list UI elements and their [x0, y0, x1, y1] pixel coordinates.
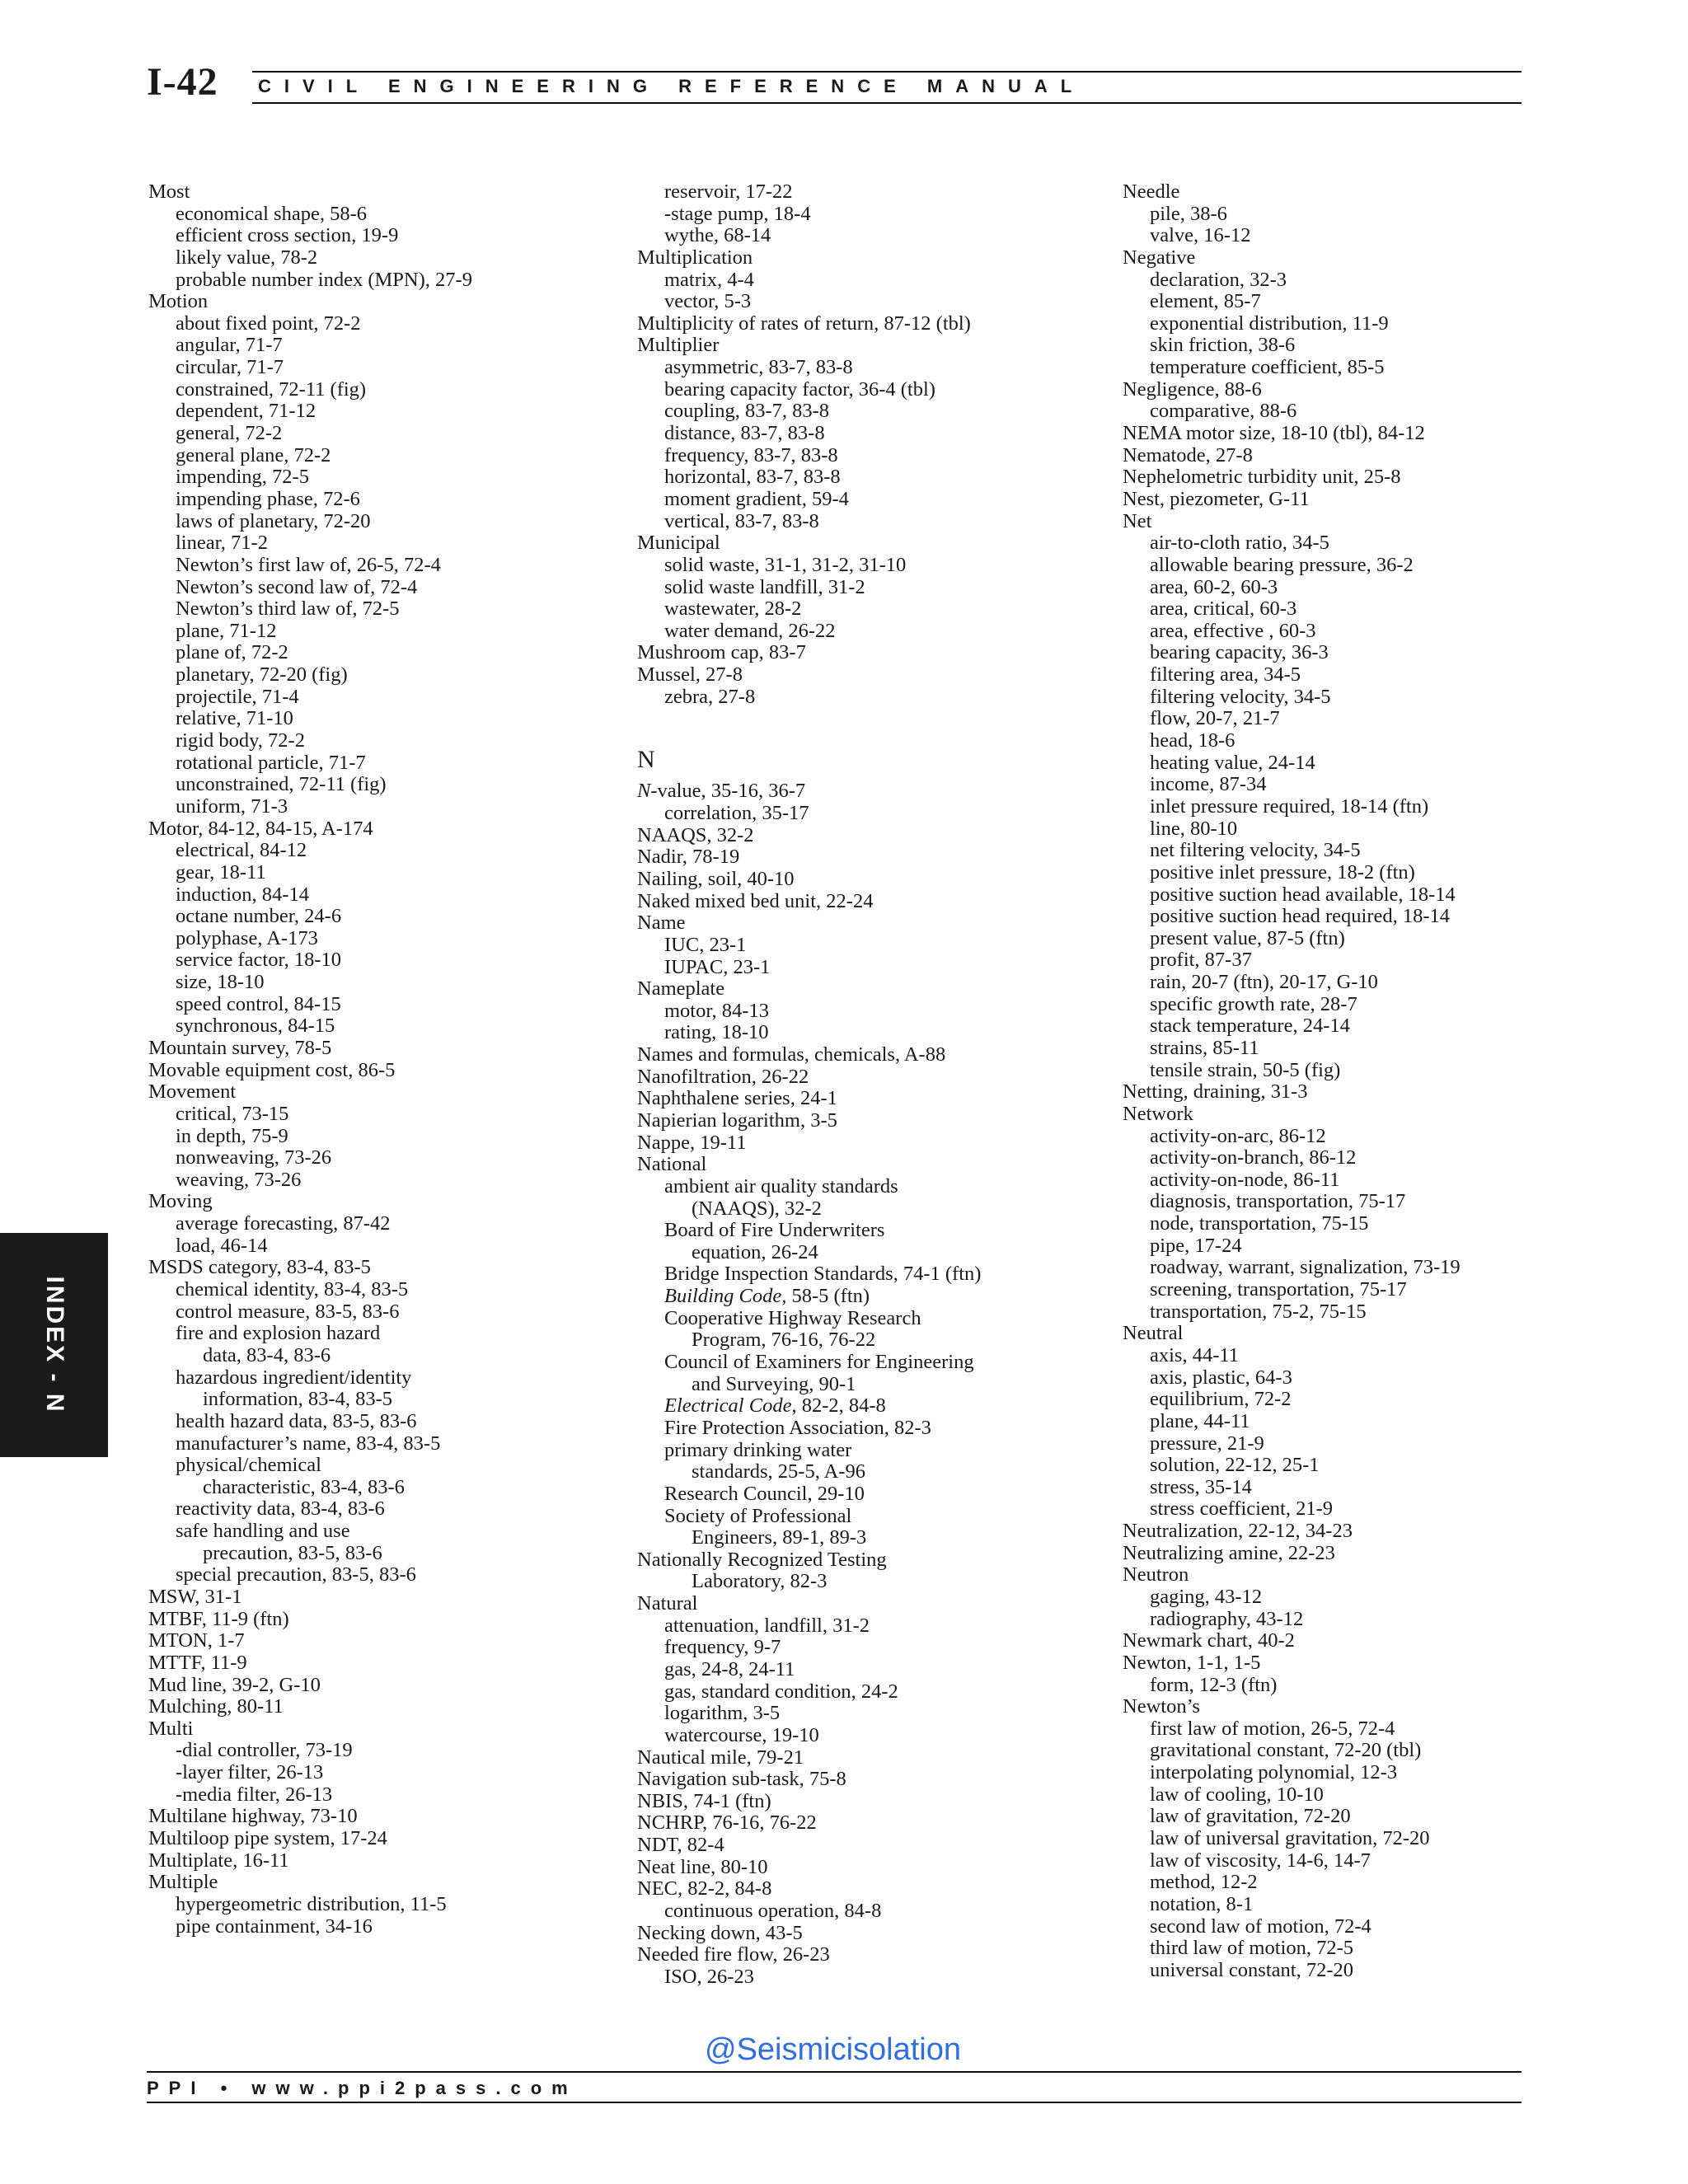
index-subentry: special precaution, 83-5, 83-6	[176, 1563, 416, 1586]
index-subentry: third law of motion, 72-5	[1150, 1937, 1354, 1960]
index-subentry: filtering area, 34-5	[1150, 663, 1301, 687]
index-subentry: law of gravitation, 72-20	[1150, 1805, 1351, 1828]
index-subentry: solid waste landfill, 31-2	[664, 575, 865, 598]
index-subentry: inlet pressure required, 18-14 (ftn)	[1150, 794, 1429, 818]
index-subentry: second law of motion, 72-4	[1150, 1915, 1372, 1938]
index-subentry: information, 83-4, 83-5	[203, 1388, 392, 1411]
index-subentry: -layer filter, 26-13	[176, 1761, 324, 1784]
index-subentry: coupling, 83-7, 83-8	[664, 400, 830, 423]
index-entry: MSDS category, 83-4, 83-5	[148, 1256, 371, 1279]
index-subentry: rigid body, 72-2	[176, 729, 305, 752]
index-subentry: Council of Examiners for Engineering	[664, 1351, 974, 1374]
index-subentry: axis, 44-11	[1150, 1343, 1239, 1366]
index-subentry: rotational particle, 71-7	[176, 751, 366, 774]
index-entry: Nephelometric turbidity unit, 25-8	[1123, 466, 1401, 489]
index-entry: Neutron	[1123, 1563, 1189, 1586]
index-subentry: stress, 35-14	[1150, 1475, 1252, 1498]
index-subentry: planetary, 72-20 (fig)	[176, 663, 348, 687]
index-subentry: valve, 16-12	[1150, 224, 1251, 247]
index-entry: Negative	[1123, 246, 1196, 269]
running-title: CIVIL ENGINEERING REFERENCE MANUAL	[258, 76, 1085, 96]
index-entry: Mountain survey, 78-5	[148, 1036, 332, 1059]
index-entry: Nanofiltration, 26-22	[637, 1065, 809, 1088]
index-subentry: general, 72-2	[176, 422, 283, 445]
index-subentry: service factor, 18-10	[176, 949, 342, 972]
index-subentry: constrained, 72-11 (fig)	[176, 377, 367, 401]
index-entry: Mud line, 39-2, G-10	[148, 1673, 321, 1696]
index-subentry: law of cooling, 10-10	[1150, 1783, 1324, 1806]
index-subentry: moment gradient, 59-4	[664, 487, 849, 510]
index-entry: Newton’s	[1123, 1695, 1200, 1718]
index-subentry: area, effective , 60-3	[1150, 619, 1316, 642]
index-entry: Motor, 84-12, 84-15, A-174	[148, 817, 373, 840]
index-entry: Mussel, 27-8	[637, 663, 743, 687]
index-subentry: tensile strain, 50-5 (fig)	[1150, 1058, 1341, 1081]
index-subentry: unconstrained, 72-11 (fig)	[176, 773, 387, 796]
index-subentry: activity-on-branch, 86-12	[1150, 1146, 1357, 1169]
index-subentry: distance, 83-7, 83-8	[664, 422, 825, 445]
index-subentry: (NAAQS), 32-2	[692, 1197, 822, 1220]
index-subentry: profit, 87-37	[1150, 949, 1252, 972]
index-subentry: induction, 84-14	[176, 883, 309, 906]
index-subentry: Cooperative Highway Research	[664, 1306, 921, 1329]
section-letter-heading: N	[637, 746, 655, 774]
index-subentry: Board of Fire Underwriters	[664, 1219, 885, 1242]
index-subentry: solid waste, 31-1, 31-2, 31-10	[664, 553, 907, 576]
index-subentry: frequency, 9-7	[664, 1636, 781, 1659]
index-subentry: size, 18-10	[176, 971, 265, 994]
index-subentry: comparative, 88-6	[1150, 400, 1297, 423]
index-subentry: plane, 71-12	[176, 619, 277, 642]
index-subentry: polyphase, A-173	[176, 926, 318, 949]
index-subentry: Bridge Inspection Standards, 74-1 (ftn)	[664, 1263, 982, 1286]
index-subentry: hypergeometric distribution, 11-5	[176, 1892, 447, 1915]
index-entry: Neat line, 80-10	[637, 1855, 768, 1878]
index-subentry: universal constant, 72-20	[1150, 1958, 1353, 1981]
index-subentry: control measure, 83-5, 83-6	[176, 1300, 400, 1323]
watermark: @Seismicisolation	[705, 2032, 962, 2067]
index-subentry: present value, 87-5 (ftn)	[1150, 926, 1345, 949]
index-subentry: speed control, 84-15	[176, 992, 341, 1015]
index-subentry: activity-on-node, 86-11	[1150, 1168, 1340, 1191]
index-entry: Multiple	[148, 1871, 218, 1894]
index-subentry: circular, 71-7	[176, 356, 284, 379]
index-subentry: dependent, 71-12	[176, 400, 316, 423]
index-subentry: reservoir, 17-22	[664, 180, 793, 203]
index-subentry: roadway, warrant, signalization, 73-19	[1150, 1256, 1461, 1279]
index-subentry: plane of, 72-2	[176, 641, 288, 664]
index-subentry: interpolating polynomial, 12-3	[1150, 1761, 1398, 1784]
index-subentry: impending phase, 72-6	[176, 487, 360, 510]
index-subentry: pressure, 21-9	[1150, 1432, 1264, 1455]
index-subentry: solution, 22-12, 25-1	[1150, 1454, 1320, 1477]
index-entry: Negligence, 88-6	[1123, 377, 1262, 401]
index-subentry: fire and explosion hazard	[176, 1322, 381, 1345]
index-subentry: vector, 5-3	[664, 290, 752, 313]
index-subentry: watercourse, 19-10	[664, 1723, 819, 1746]
index-subentry: stress coefficient, 21-9	[1150, 1497, 1334, 1521]
index-subentry: income, 87-34	[1150, 773, 1267, 796]
index-subentry: filtering velocity, 34-5	[1150, 685, 1331, 708]
index-subentry: nonweaving, 73-26	[176, 1146, 332, 1169]
index-subentry: average forecasting, 87-42	[176, 1212, 391, 1235]
index-entry: NAAQS, 32-2	[637, 823, 754, 846]
index-subentry: equation, 26-24	[692, 1240, 818, 1263]
header-rule-top	[252, 71, 1522, 73]
index-subentry: diagnosis, transportation, 75-17	[1150, 1190, 1406, 1213]
index-entry: Needle	[1123, 180, 1180, 203]
index-entry: NEC, 82-2, 84-8	[637, 1877, 772, 1900]
index-entry: Most	[148, 180, 190, 203]
index-subentry: attenuation, landfill, 31-2	[664, 1614, 870, 1637]
section-side-tab[interactable]	[0, 1233, 108, 1457]
index-subentry: Electrical Code, 82-2, 84-8	[664, 1394, 886, 1418]
index-entry: Movable equipment cost, 86-5	[148, 1058, 396, 1081]
index-subentry: -media filter, 26-13	[176, 1783, 333, 1806]
index-subentry: zebra, 27-8	[664, 685, 756, 708]
index-entry: Nadir, 78-19	[637, 846, 740, 869]
side-tab-label: INDEX - N	[40, 1276, 68, 1414]
index-subentry: ambient air quality standards	[664, 1174, 898, 1197]
index-entry: Motion	[148, 290, 209, 313]
index-subentry: activity-on-arc, 86-12	[1150, 1124, 1326, 1147]
index-subentry: -stage pump, 18-4	[664, 202, 811, 225]
index-subentry: net filtering velocity, 34-5	[1150, 839, 1361, 862]
index-subentry: Program, 76-16, 76-22	[692, 1329, 876, 1352]
index-subentry: about fixed point, 72-2	[176, 312, 361, 335]
index-entry: MTTF, 11-9	[148, 1651, 247, 1674]
index-subentry: exponential distribution, 11-9	[1150, 312, 1389, 335]
index-subentry: Fire Protection Association, 82-3	[664, 1416, 931, 1439]
index-subentry: node, transportation, 75-15	[1150, 1212, 1369, 1235]
index-entry: Nappe, 19-11	[637, 1131, 747, 1154]
index-subentry: general plane, 72-2	[176, 443, 331, 466]
index-entry: Nematode, 27-8	[1123, 443, 1253, 466]
index-subentry: critical, 73-15	[176, 1102, 289, 1125]
page-header	[147, 58, 1522, 107]
index-subentry: economical shape, 58-6	[176, 202, 367, 225]
index-subentry: heating value, 24-14	[1150, 751, 1315, 774]
index-entry: Name	[637, 912, 686, 935]
index-subentry: in depth, 75-9	[176, 1124, 288, 1147]
index-subentry: safe handling and use	[176, 1520, 350, 1543]
index-subentry: manufacturer’s name, 83-4, 83-5	[176, 1432, 441, 1455]
index-subentry: efficient cross section, 19-9	[176, 224, 399, 247]
index-subentry: temperature coefficient, 85-5	[1150, 356, 1385, 379]
index-subentry: Building Code, 58-5 (ftn)	[664, 1285, 870, 1308]
index-subentry: skin friction, 38-6	[1150, 334, 1296, 357]
index-entry: Netting, draining, 31-3	[1123, 1080, 1308, 1104]
index-subentry: Laboratory, 82-3	[692, 1570, 828, 1593]
index-subentry: -dial controller, 73-19	[176, 1739, 353, 1762]
index-column-3	[1123, 181, 1584, 1982]
index-subentry: linear, 71-2	[176, 532, 268, 555]
index-subentry: law of viscosity, 14-6, 14-7	[1150, 1849, 1371, 1872]
footer-rule-top	[147, 2071, 1522, 2073]
index-subentry: reactivity data, 83-4, 83-6	[176, 1497, 385, 1521]
index-subentry: frequency, 83-7, 83-8	[664, 443, 838, 466]
index-subentry: rating, 18-10	[664, 1021, 769, 1044]
index-subentry: screening, transportation, 75-17	[1150, 1278, 1407, 1301]
index-entry: Naphthalene series, 24-1	[637, 1087, 837, 1110]
index-subentry: load, 46-14	[176, 1234, 268, 1257]
index-subentry: gravitational constant, 72-20 (tbl)	[1150, 1739, 1422, 1762]
index-subentry: law of universal gravitation, 72-20	[1150, 1827, 1430, 1850]
index-subentry: pipe, 17-24	[1150, 1234, 1242, 1257]
index-entry: NEMA motor size, 18-10 (tbl), 84-12	[1123, 422, 1425, 445]
index-subentry: pipe containment, 34-16	[176, 1915, 373, 1938]
index-subentry: Research Council, 29-10	[664, 1482, 865, 1505]
index-subentry: logarithm, 3-5	[664, 1702, 781, 1725]
index-entry: Natural	[637, 1592, 698, 1615]
index-subentry: form, 12-3 (ftn)	[1150, 1673, 1278, 1696]
index-entry: NBIS, 74-1 (ftn)	[637, 1789, 771, 1812]
index-entry: N-value, 35-16, 36-7	[637, 780, 806, 803]
index-subentry: relative, 71-10	[176, 707, 293, 730]
index-subentry: water demand, 26-22	[664, 619, 836, 642]
index-entry: Mulching, 80-11	[148, 1695, 284, 1718]
index-subentry: wythe, 68-14	[664, 224, 771, 247]
index-subentry: projectile, 71-4	[176, 685, 299, 708]
index-subentry: axis, plastic, 64-3	[1150, 1366, 1292, 1389]
index-entry: Needed fire flow, 26-23	[637, 1943, 830, 1966]
index-subentry: primary drinking water	[664, 1438, 852, 1461]
index-subentry: first law of motion, 26-5, 72-4	[1150, 1717, 1395, 1740]
index-subentry: likely value, 78-2	[176, 246, 318, 269]
index-subentry: physical/chemical	[176, 1454, 321, 1477]
index-subentry: synchronous, 84-15	[176, 1015, 335, 1038]
index-entry: MTBF, 11-9 (ftn)	[148, 1607, 289, 1630]
index-subentry: correlation, 35-17	[664, 802, 809, 825]
index-subentry: health hazard data, 83-5, 83-6	[176, 1409, 417, 1432]
index-subentry: rain, 20-7 (ftn), 20-17, G-10	[1150, 971, 1378, 994]
index-subentry: hazardous ingredient/identity	[176, 1366, 412, 1389]
index-entry: Navigation sub-task, 75-8	[637, 1768, 846, 1791]
index-subentry: Newton’s second law of, 72-4	[176, 575, 418, 598]
index-entry: Moving	[148, 1190, 213, 1213]
index-subentry: allowable bearing pressure, 36-2	[1150, 553, 1414, 576]
index-entry: Nautical mile, 79-21	[637, 1746, 804, 1769]
index-entry: National	[637, 1153, 707, 1176]
index-subentry: ISO, 26-23	[664, 1965, 754, 1988]
page-number: I-42	[147, 60, 218, 104]
index-entry: Neutralizing amine, 22-23	[1123, 1541, 1335, 1564]
index-subentry: laws of planetary, 72-20	[176, 509, 371, 532]
index-subentry: and Surveying, 90-1	[692, 1372, 856, 1395]
index-subentry: flow, 20-7, 21-7	[1150, 707, 1280, 730]
index-subentry: specific growth rate, 28-7	[1150, 992, 1357, 1015]
index-subentry: method, 12-2	[1150, 1871, 1258, 1894]
index-subentry: area, critical, 60-3	[1150, 598, 1297, 621]
index-entry: Municipal	[637, 532, 720, 555]
index-entry: Mushroom cap, 83-7	[637, 641, 806, 664]
index-entry: Newton, 1-1, 1-5	[1123, 1651, 1261, 1674]
index-entry: Multiplate, 16-11	[148, 1849, 289, 1872]
index-subentry: Engineers, 89-1, 89-3	[692, 1526, 867, 1549]
index-entry: Naked mixed bed unit, 22-24	[637, 889, 874, 912]
index-subentry: asymmetric, 83-7, 83-8	[664, 356, 853, 379]
index-subentry: standards, 25-5, A-96	[692, 1460, 865, 1483]
index-subentry: element, 85-7	[1150, 290, 1261, 313]
index-entry: Multi	[148, 1717, 194, 1740]
index-subentry: data, 83-4, 83-6	[203, 1343, 331, 1366]
index-entry: Net	[1123, 509, 1152, 532]
index-subentry: line, 80-10	[1150, 817, 1238, 840]
index-entry: Multiplication	[637, 246, 753, 269]
index-subentry: notation, 8-1	[1150, 1892, 1254, 1915]
index-subentry: octane number, 24-6	[176, 905, 342, 928]
index-entry: Multiplicity of rates of return, 87-12 (tbl)	[637, 312, 971, 335]
index-entry: NCHRP, 76-16, 76-22	[637, 1811, 817, 1835]
index-subentry: head, 18-6	[1150, 729, 1236, 752]
index-entry: MSW, 31-1	[148, 1586, 242, 1608]
index-entry: Multiplier	[637, 334, 720, 357]
index-subentry: stack temperature, 24-14	[1150, 1015, 1350, 1038]
index-subentry: area, 60-2, 60-3	[1150, 575, 1278, 598]
index-subentry: gas, 24-8, 24-11	[664, 1658, 795, 1680]
index-subentry: Newton’s first law of, 26-5, 72-4	[176, 553, 441, 576]
footer-publisher: PPI • www.ppi2pass.com	[147, 2078, 578, 2098]
index-subentry: transportation, 75-2, 75-15	[1150, 1300, 1367, 1323]
header-rule-bottom	[252, 102, 1522, 104]
index-subentry: pile, 38-6	[1150, 202, 1227, 225]
footer-rule-bottom	[147, 2102, 1522, 2103]
index-subentry: IUC, 23-1	[664, 933, 747, 956]
index-subentry: declaration, 32-3	[1150, 268, 1287, 291]
index-subentry: equilibrium, 72-2	[1150, 1388, 1292, 1411]
index-column-1	[148, 181, 610, 1938]
index-subentry: weaving, 73-26	[176, 1168, 302, 1191]
index-subentry: angular, 71-7	[176, 334, 283, 357]
index-subentry: uniform, 71-3	[176, 794, 288, 818]
index-subentry: Society of Professional	[664, 1504, 852, 1527]
index-subentry: positive inlet pressure, 18-2 (ftn)	[1150, 860, 1415, 883]
index-subentry: precaution, 83-5, 83-6	[203, 1541, 382, 1564]
index-subentry: chemical identity, 83-4, 83-5	[176, 1278, 409, 1301]
index-subentry: bearing capacity, 36-3	[1150, 641, 1329, 664]
index-entry: Nationally Recognized Testing	[637, 1548, 887, 1571]
index-subentry: vertical, 83-7, 83-8	[664, 509, 819, 532]
index-subentry: continuous operation, 84-8	[664, 1900, 882, 1923]
index-subentry: gear, 18-11	[176, 860, 266, 883]
index-subentry: air-to-cloth ratio, 34-5	[1150, 532, 1329, 555]
index-entry: Nest, piezometer, G-11	[1123, 487, 1310, 510]
index-entry: Necking down, 43-5	[637, 1921, 803, 1944]
index-entry: Neutral	[1123, 1322, 1184, 1345]
index-subentry: positive suction head required, 18-14	[1150, 905, 1451, 928]
index-subentry: motor, 84-13	[664, 999, 769, 1022]
index-subentry: probable number index (MPN), 27-9	[176, 268, 472, 291]
index-subentry: plane, 44-11	[1150, 1409, 1250, 1432]
index-subentry: wastewater, 28-2	[664, 598, 802, 621]
index-entry: Names and formulas, chemicals, A-88	[637, 1043, 946, 1066]
index-subentry: electrical, 84-12	[176, 839, 307, 862]
index-entry: Nailing, soil, 40-10	[637, 867, 795, 890]
index-subentry: characteristic, 83-4, 83-6	[203, 1475, 405, 1498]
index-entry: NDT, 82-4	[637, 1834, 724, 1857]
index-entry: Movement	[148, 1080, 237, 1104]
index-entry: Neutralization, 22-12, 34-23	[1123, 1520, 1353, 1543]
index-entry: Multiloop pipe system, 17-24	[148, 1827, 387, 1850]
index-entry: Nameplate	[637, 977, 725, 1001]
index-subentry: gas, standard condition, 24-2	[664, 1680, 898, 1703]
index-subentry: strains, 85-11	[1150, 1036, 1259, 1059]
index-entry: MTON, 1-7	[148, 1629, 245, 1652]
index-entry: Multilane highway, 73-10	[148, 1805, 358, 1828]
index-subentry: matrix, 4-4	[664, 268, 754, 291]
index-subentry: IUPAC, 23-1	[664, 955, 771, 978]
index-subentry: horizontal, 83-7, 83-8	[664, 466, 841, 489]
index-subentry: bearing capacity factor, 36-4 (tbl)	[664, 377, 935, 401]
index-subentry: Newton’s third law of, 72-5	[176, 598, 400, 621]
index-subentry: positive suction head available, 18-14	[1150, 883, 1456, 906]
index-subentry: radiography, 43-12	[1150, 1607, 1304, 1630]
index-column-2	[637, 181, 1099, 1989]
index-subentry: gaging, 43-12	[1150, 1586, 1263, 1608]
index-subentry: impending, 72-5	[176, 466, 309, 489]
index-entry: Napierian logarithm, 3-5	[637, 1108, 837, 1132]
index-entry: Newmark chart, 40-2	[1123, 1629, 1295, 1652]
index-entry: Network	[1123, 1102, 1193, 1125]
